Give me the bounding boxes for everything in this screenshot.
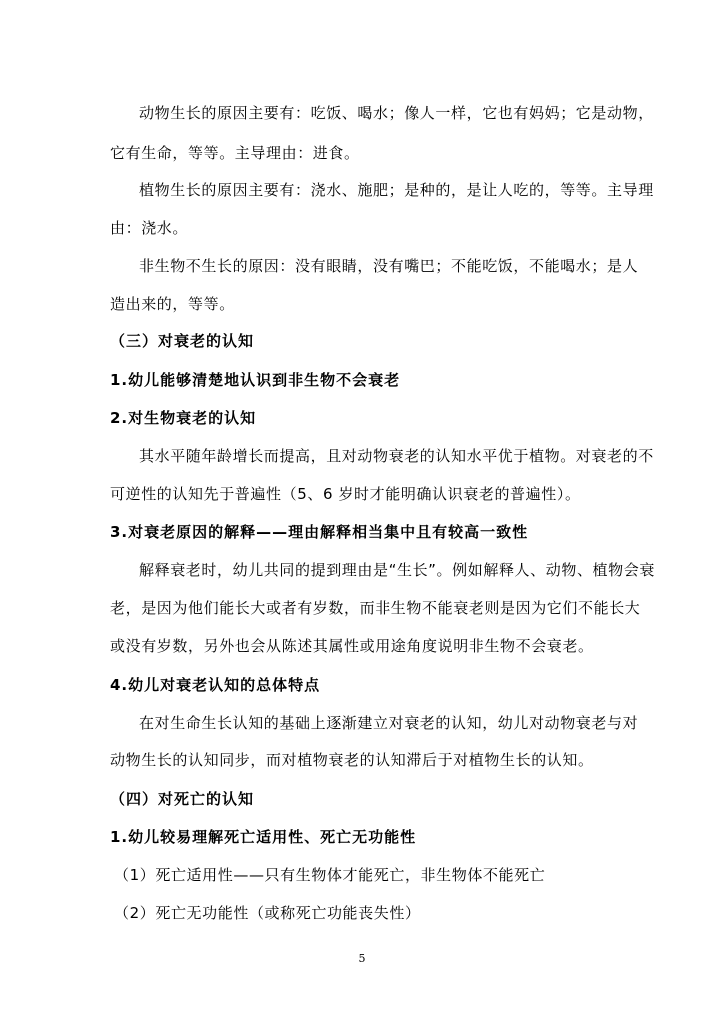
section-heading: （四）对死亡的认知: [110, 790, 255, 808]
subsection-heading: 3.对衰老原因的解释——理由解释相当集中且有较高一致性: [110, 523, 529, 541]
paragraph-line: 植物生长的原因主要有：浇水、施肥；是种的，是让人吃的，等等。主导理: [139, 181, 654, 199]
paragraph-line: 老，是因为他们能长大或者有岁数，而非生物不能衰老则是因为它们不能长大: [110, 599, 641, 617]
paragraph-line: 非生物不生长的原因：没有眼睛，没有嘴巴；不能吃饭，不能喝水；是人: [139, 257, 639, 275]
paragraph-line: 由：浇水。: [110, 219, 189, 237]
subsection-heading: 2.对生物衰老的认知: [110, 409, 257, 427]
section-heading: （三）对衰老的认知: [110, 332, 255, 350]
paragraph-line: 其水平随年龄增长而提高，且对动物衰老的认知水平优于植物。对衰老的不: [139, 447, 654, 465]
paragraph-line: 或没有岁数，另外也会从陈述其属性或用途角度说明非生物不会衰老。: [110, 637, 594, 655]
list-item: （2）死亡无功能性（或称死亡功能丧失性）: [114, 904, 421, 922]
paragraph-line: 动物生长的原因主要有：吃饭、喝水；像人一样，它也有妈妈；它是动物，: [139, 104, 654, 122]
subsection-heading: 1.幼儿较易理解死亡适用性、死亡无功能性: [110, 828, 417, 846]
paragraph-line: 造出来的，等等。: [110, 295, 235, 313]
paragraph-line: 动物生长的认知同步，而对植物衰老的认知滞后于对植物生长的认知。: [110, 751, 594, 769]
paragraph-line: 解释衰老时，幼儿共同的提到理由是“生长”。例如解释人、动物、植物会衰: [139, 561, 655, 579]
list-item: （1）死亡适用性——只有生物体才能死亡，非生物体不能死亡: [114, 866, 546, 884]
subsection-heading: 1.幼儿能够清楚地认识到非生物不会衰老: [110, 371, 401, 389]
paragraph-line: 在对生命生长认知的基础上逐渐建立对衰老的认知，幼儿对动物衰老与对: [139, 714, 639, 732]
subsection-heading: 4.幼儿对衰老认知的总体特点: [110, 676, 321, 694]
paragraph-line: 它有生命，等等。主导理由：进食。: [110, 144, 360, 162]
paragraph-line: 可逆性的认知先于普遍性（5、6 岁时才能明确认识衰老的普遍性）。: [110, 485, 581, 503]
page-number: 5: [358, 952, 366, 965]
